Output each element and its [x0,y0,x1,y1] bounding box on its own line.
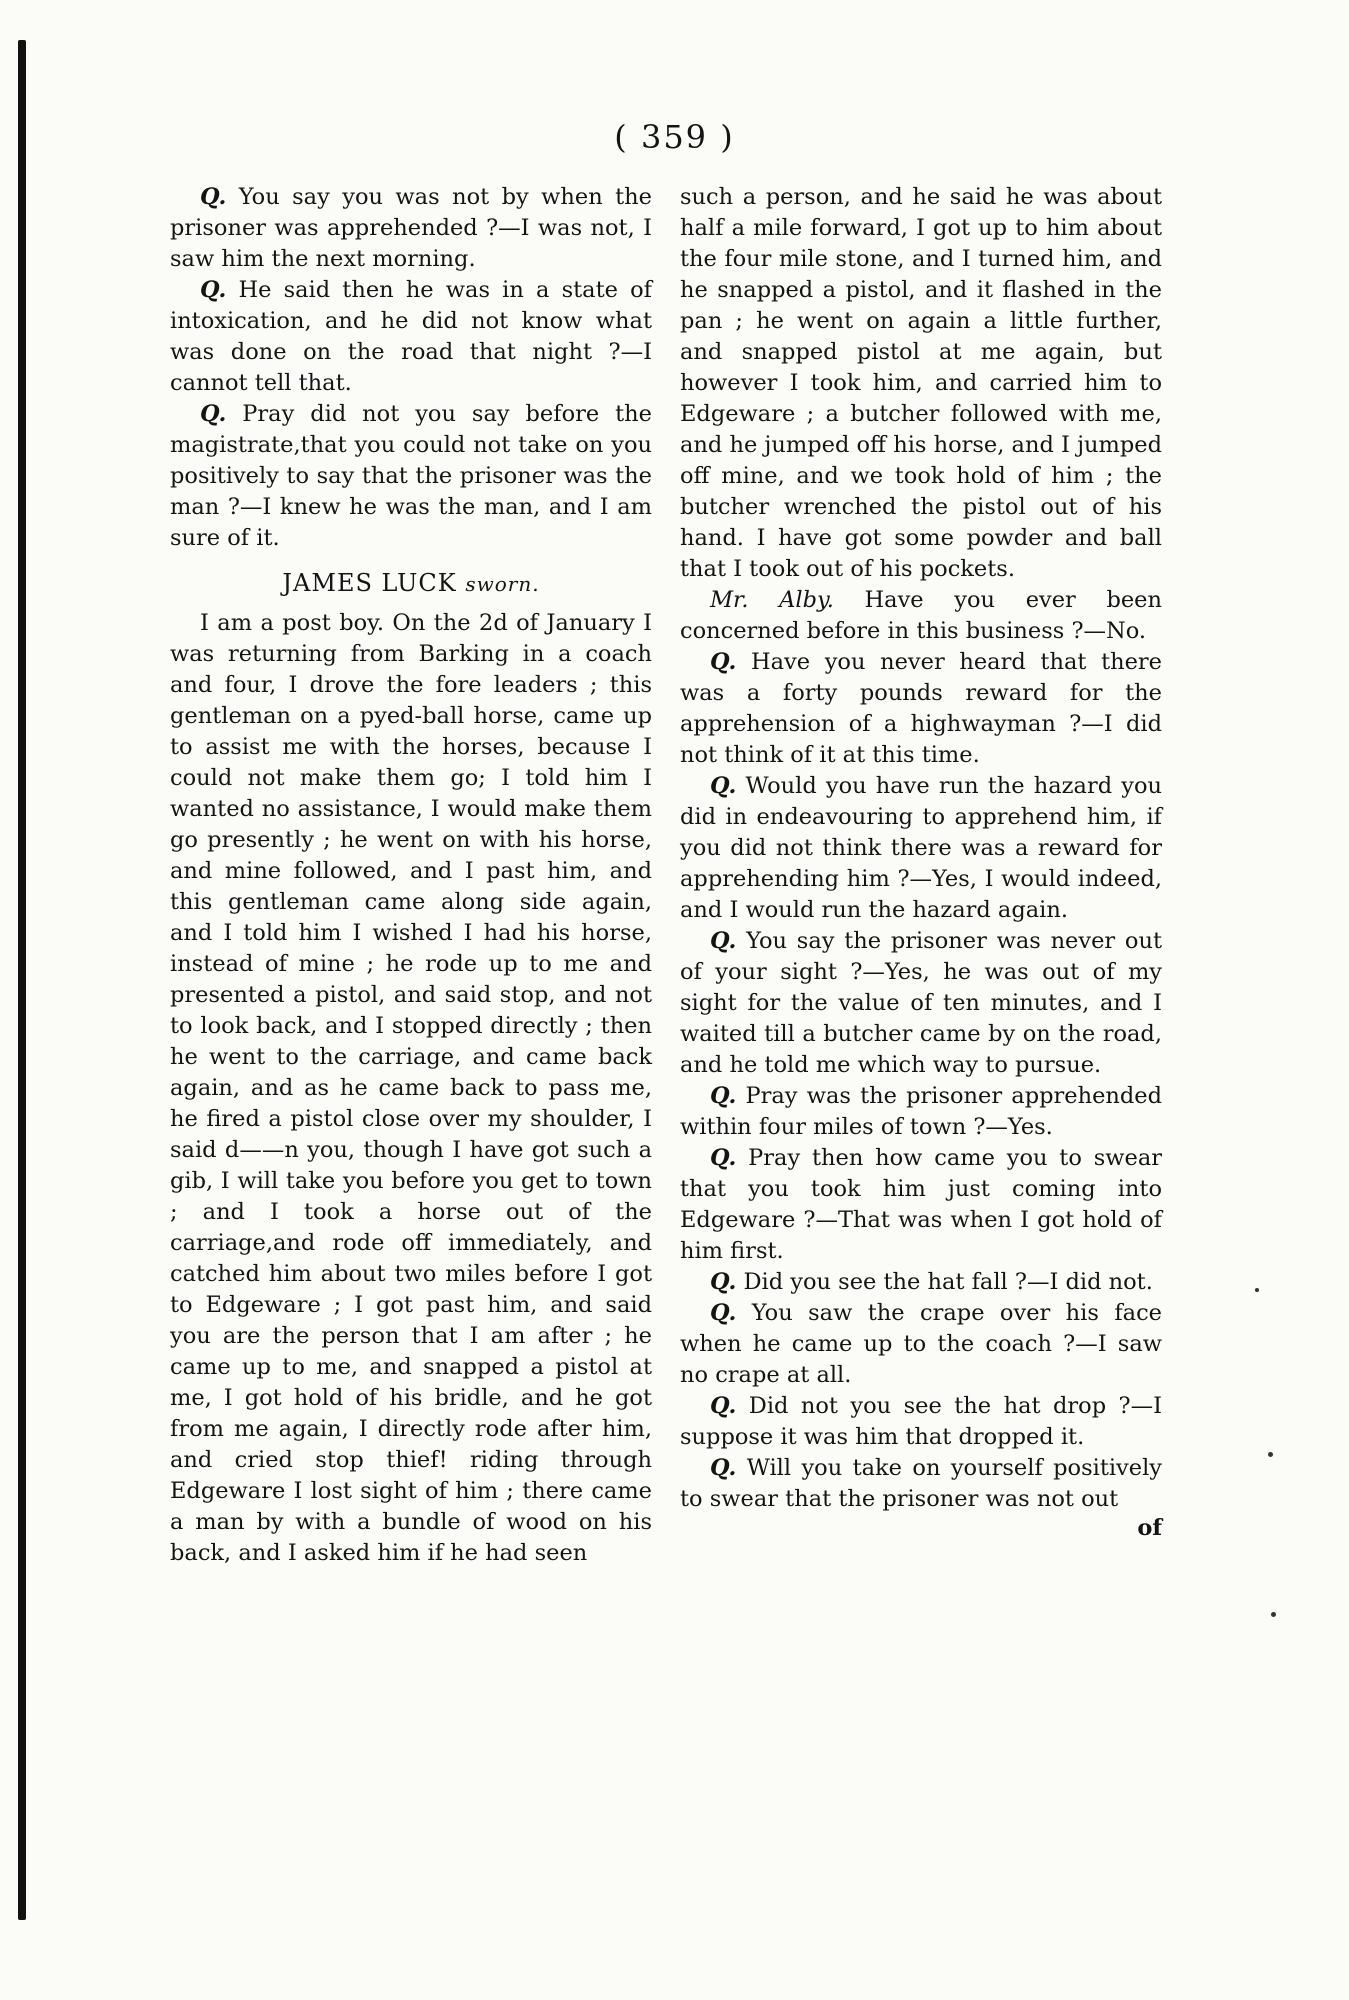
question-paragraph [680,771,1162,926]
paragraph-text: Did not you see the hat drop ?—I suppose it was him that dropped it. [680,1393,1163,1450]
q-marker: Q. [710,1393,737,1419]
paragraph-text: Will you take on yourself positively to swear that the prisoner was not out [680,1455,1162,1512]
q-marker: Q. [710,773,737,799]
q-marker: Q. [710,1145,737,1171]
paragraph-text: Have you ever been concerned before in this business ?—No. [680,587,1162,644]
witness-heading [170,568,652,600]
paragraph-text: Have you never heard that there was a forty pounds reward for the apprehension of a highwayman ?—I did not think of it at this time. [680,649,1162,768]
question-paragraph [170,275,652,399]
question-paragraph [680,1267,1162,1298]
question-paragraph [680,1391,1162,1453]
catchword: of [1137,1515,1162,1541]
q-marker: Q. [200,277,227,303]
q-marker: Q. [710,1455,737,1481]
paragraph-text: Pray did not you say before the magistrate,that you could not take on you positively to say that the prisoner was the man ?—I knew he was the man, and I am sure of it. [170,401,652,551]
paragraph-text: Did you see the hat fall ?—I did not. [743,1269,1153,1295]
counsel-paragraph [680,585,1162,647]
q-marker: Q. [710,649,737,675]
paragraph-text: You say you was not by when the prisoner was apprehended ?—I was not, I saw him the next morning. [170,184,652,272]
witness-name: JAMES LUCK [282,569,457,597]
question-paragraph [680,1081,1162,1143]
question-paragraph [680,647,1162,771]
page-number: ( 359 ) [614,118,735,156]
q-marker: Q. [710,1300,737,1326]
scan-speck [1268,1452,1273,1457]
question-paragraph [680,926,1162,1081]
scan-speck [1271,1612,1276,1617]
question-paragraph [680,1298,1162,1391]
witness-sworn: sworn. [465,572,540,596]
right-column [680,182,1162,1544]
q-marker: Q. [710,1083,737,1109]
q-marker: Q. [710,1269,737,1295]
paragraph-text: Would you have run the hazard you did in endeavouring to apprehend him, if you did not think there was a reward for apprehending him ?—Yes, I would indeed, and I would run the hazard again. [680,773,1163,923]
testimony-paragraph: I am a post boy. On the 2d of January I was returning from Barking in a coach and four, I drove the fore leaders ; this gentleman on a pyed-ball horse, came up to assist me with the horses, because I could not make them go; I told him I wanted no assistance, I would make them go presently ; he went on with his horse, and mine followed, and I past him, and this gentleman came along side again, and I told him I wished I had his horse, instead of mine ; he rode up to me and presented a pistol, and said stop, and not to look back, and I stopped directly ; then he went to the carriage, and came back again, and as he came back to pass me, he fired a pistol close over my shoulder, I said d——n you, though I have got such a gib, I will take you before you get to town ; and I took a horse out of the carriage,and rode off immediately, and catched him about two miles before I got to Edgeware ; I got past him, and said you are the person that I am after ; he came up to me, and snapped a pistol at me, I got hold of his bridle, and he got from me again, I directly rode after him, and cried stop thief! riding through Edgeware I lost sight of him ; there came a man by with a bundle of wood on his back, and I asked him if he had seen [170,610,652,1566]
scan-speck [1255,1288,1259,1292]
q-marker: Q. [200,184,227,210]
paragraph-text: You say the prisoner was never out of your sight ?—Yes, he was out of my sight for the value of ten minutes, and I waited till a butcher came by on the road, and he told me which way to pursue. [680,928,1162,1078]
question-paragraph [170,182,652,275]
paragraph-text: Pray was the prisoner apprehended within four miles of town ?—Yes. [680,1083,1163,1140]
paragraph-text: He said then he was in a state of intoxication, and he did not know what was done on the road that night ?—I cannot tell that. [170,277,652,396]
question-paragraph [170,399,652,554]
q-marker: Q. [710,928,737,954]
scan-binding-edge [18,40,26,1920]
continuation-paragraph: such a person, and he said he was about half a mile forward, I got up to him about the four mile stone, and I turned him, and he snapped a pistol, and it flashed in the pan ; he went on again a little further, and snapped pistol at me again, but however I took him, and carried him to Edgeware ; a butcher followed with me, and he jumped off his horse, and I jumped off mine, and we took hold of him ; the butcher wrenched the pistol out of his hand. I have got some powder and ball that I took out of his pockets. [680,184,1162,582]
q-marker: Q. [200,401,227,427]
question-paragraph [680,1143,1162,1267]
speaker-name: Mr. Alby. [710,587,834,613]
paragraph-text: Pray then how came you to swear that you took him just coming into Edgeware ?—That was when I got hold of him first. [680,1145,1162,1264]
left-column [170,182,652,1569]
question-paragraph [680,1453,1162,1515]
paragraph-text: You saw the crape over his face when he came up to the coach ?—I saw no crape at all. [680,1300,1162,1388]
